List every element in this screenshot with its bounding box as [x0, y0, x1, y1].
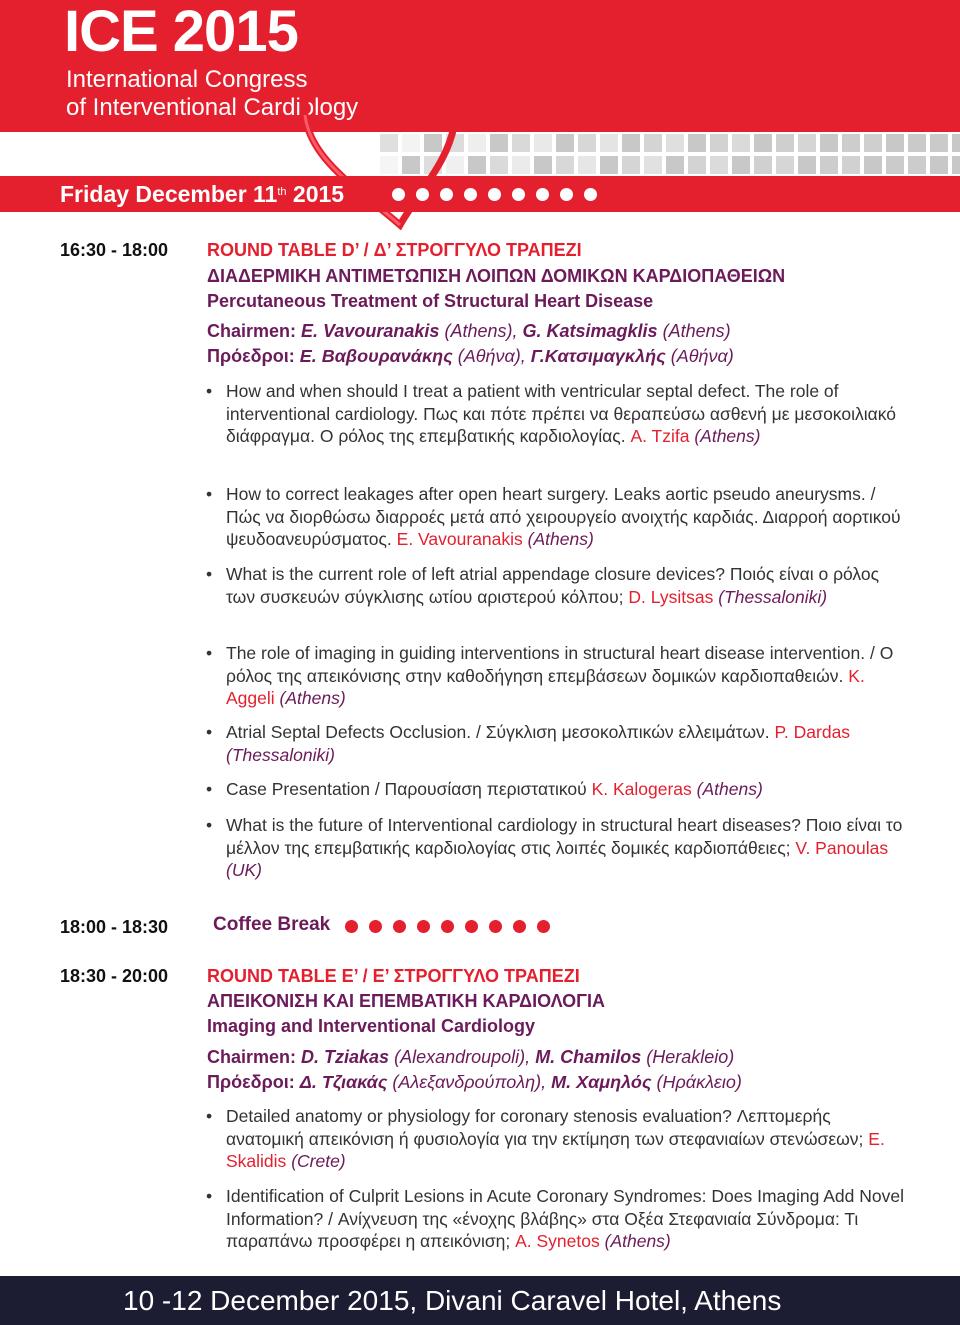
session1-talk-6: • Case Presentation / Παρουσίαση περιστατικού K. Kalogeras (Athens) — [206, 779, 763, 799]
session1-chairmen: Chairmen: E. Vavouranakis (Athens), G. Katsimagklis (Athens) — [207, 321, 731, 341]
grid-square — [754, 156, 772, 174]
session1-talk-5: • Atrial Septal Defects Occlusion. / Σύγκλιση μεσοκολπικών ελλειμάτων. P. Dardas (Thessaloniki) — [206, 722, 851, 765]
grid-square — [886, 156, 904, 174]
grid-square — [512, 156, 530, 174]
grid-square — [776, 134, 794, 152]
session1-talk-1: • How and when should I treat a patient with ventricular septal defect. The role of interventional cardiology. Πως και πότε πρέπει να θεραπεύσω ασθενή με μεσοκοιλιακό διάφραγμα. Ο ρόλος της επεμβατικής καρδιολογίας. A. Tzifa (Athens) — [206, 381, 896, 446]
session1-time: 16:30 - 18:00 — [60, 240, 169, 260]
grid-square — [600, 156, 618, 174]
session1-english-topic: Percutaneous Treatment of Structural Heart Disease — [207, 291, 654, 311]
grid-square — [490, 134, 508, 152]
grid-square — [754, 134, 772, 152]
coffee-break-label: Coffee Break — [213, 914, 331, 935]
grid-square — [952, 134, 960, 152]
session1-talk-2: • How to correct leakages after open heart surgery. Leaks aortic pseudo aneurysms. / Πώς να διορθώσω διαρροές μετά από χειρουργείο ανοιχτής καρδιάς. Διαρροή αορτικού ψευδοανευρύσματος. E. Vavouranakis (Athens) — [206, 484, 901, 549]
grid-square — [732, 134, 750, 152]
grid-square — [666, 134, 684, 152]
grid-square — [864, 156, 882, 174]
session2-talk-1: • Detailed anatomy or physiology for coronary stenosis evaluation? Λεπτομερής ανατομική απεικόνιση ή φυσιολογία για την εκτίμηση των στεφανιαίων στενώσεων; E. Skalidis (Crete) — [206, 1106, 885, 1171]
grid-square — [908, 156, 926, 174]
grid-square — [556, 156, 574, 174]
grid-square — [600, 134, 618, 152]
grid-square — [578, 134, 596, 152]
grid-square — [886, 134, 904, 152]
grid-square — [820, 134, 838, 152]
grid-square — [556, 134, 574, 152]
grid-square — [622, 156, 640, 174]
session2-greek-topic: ΑΠΕΙΚΟΝΙΣΗ ΚΑΙ ΕΠΕΜΒΑΤΙΚΗ ΚΑΡΔΙΟΛΟΓΙΑ — [207, 991, 605, 1011]
session2-title: ROUND TABLE E’ / Ε’ ΣΤΡΟΓΓΥΛΟ ΤΡΑΠΕΖΙ — [207, 966, 580, 986]
session1-presidents: Πρόεδροι: Ε. Βαβουρανάκης (Αθήνα), Γ.Κατσιμαγκλής (Αθήνα) — [207, 346, 734, 366]
footer-text: 10 -12 December 2015, Divani Caravel Hotel, Athens — [123, 1285, 782, 1316]
grid-square — [688, 134, 706, 152]
session2-chairmen: Chairmen: D. Tziakas (Alexandroupoli), M. Chamilos (Herakleio) — [207, 1047, 735, 1067]
header-banner — [0, 0, 960, 132]
session2-talk-2: • Identification of Culprit Lesions in Acute Coronary Syndromes: Does Imaging Add Novel Information? / Ανίχνευση της «ένοχης βλάβης» στα Οξέα Στεφανιαία Σύνδρομα: Τι παραπάνω προσφέρει η απεικόνιση; A. Synetos (Athens) — [206, 1186, 904, 1251]
grid-square — [644, 134, 662, 152]
grid-square — [512, 134, 530, 152]
session2-english-topic: Imaging and Interventional Cardiology — [207, 1016, 536, 1036]
grid-square — [820, 156, 838, 174]
logo-title: ICE 2015 — [64, 0, 298, 64]
grid-square — [952, 156, 960, 174]
congress-subtitle-line2: of Interventional Cardiology — [66, 94, 359, 121]
grid-square — [710, 134, 728, 152]
grid-square — [534, 134, 552, 152]
grid-square — [864, 134, 882, 152]
grid-square — [930, 134, 948, 152]
grid-square — [842, 134, 860, 152]
session2-presidents: Πρόεδροι: Δ. Τζιακάς (Αλεξανδρούπολη), Μ. Χαμηλός (Ηράκλειο) — [207, 1072, 742, 1092]
grid-square — [798, 156, 816, 174]
grid-square — [798, 134, 816, 152]
grid-square — [776, 156, 794, 174]
session1-title: ROUND TABLE D’ / Δ’ ΣΤΡΟΓΓΥΛΟ ΤΡΑΠΕΖΙ — [207, 240, 582, 260]
session1-talk-3: • What is the current role of left atrial appendage closure devices? Ποιός είναι ο ρόλος των συσκευών σύγκλισης ωτίου αριστερού κόλπου; D. Lysitsas (Thessaloniki) — [206, 564, 880, 607]
grid-square — [842, 156, 860, 174]
grid-square — [930, 156, 948, 174]
session1-talk-7: • What is the future of Interventional cardiology in structural heart diseases? Ποιο είναι το μέλλον της επεμβατικής καρδιολογίας στις λοιπές δομικές καρδιοπάθειες; V. Panoulas (UK) — [206, 815, 903, 880]
decorative-grid-lower — [0, 132, 960, 176]
session2-time: 18:30 - 20:00 — [60, 966, 169, 986]
session1-greek-topic: ΔΙΑΔΕΡΜΙΚΗ ΑΝΤΙΜΕΤΩΠΙΣΗ ΛΟΙΠΩΝ ΔΟΜΙΚΩΝ ΚΑΡΔΙΟΠΑΘΕΙΩΝ — [207, 266, 786, 286]
grid-square — [534, 156, 552, 174]
grid-square — [710, 156, 728, 174]
grid-square — [622, 134, 640, 152]
coffee-time: 18:00 - 18:30 — [60, 917, 169, 937]
grid-square — [908, 134, 926, 152]
grid-square — [490, 156, 508, 174]
day-dots — [392, 188, 597, 201]
congress-subtitle-line1: International Congress — [66, 66, 308, 93]
grid-square — [688, 156, 706, 174]
grid-square — [644, 156, 662, 174]
session1-talk-4: • The role of imaging in guiding interventions in structural heart disease intervention. / Ο ρόλος της απεικόνισης στην καθοδήγηση επεμβάσεων δομικών καρδιοπαθειών. K. Aggeli (Athens) — [206, 643, 894, 708]
coffee-dots — [345, 920, 550, 933]
grid-square — [666, 156, 684, 174]
footer-bar — [0, 1276, 960, 1325]
grid-square — [578, 156, 596, 174]
day-label: Friday December 11th 2015 — [60, 181, 345, 207]
grid-square — [732, 156, 750, 174]
